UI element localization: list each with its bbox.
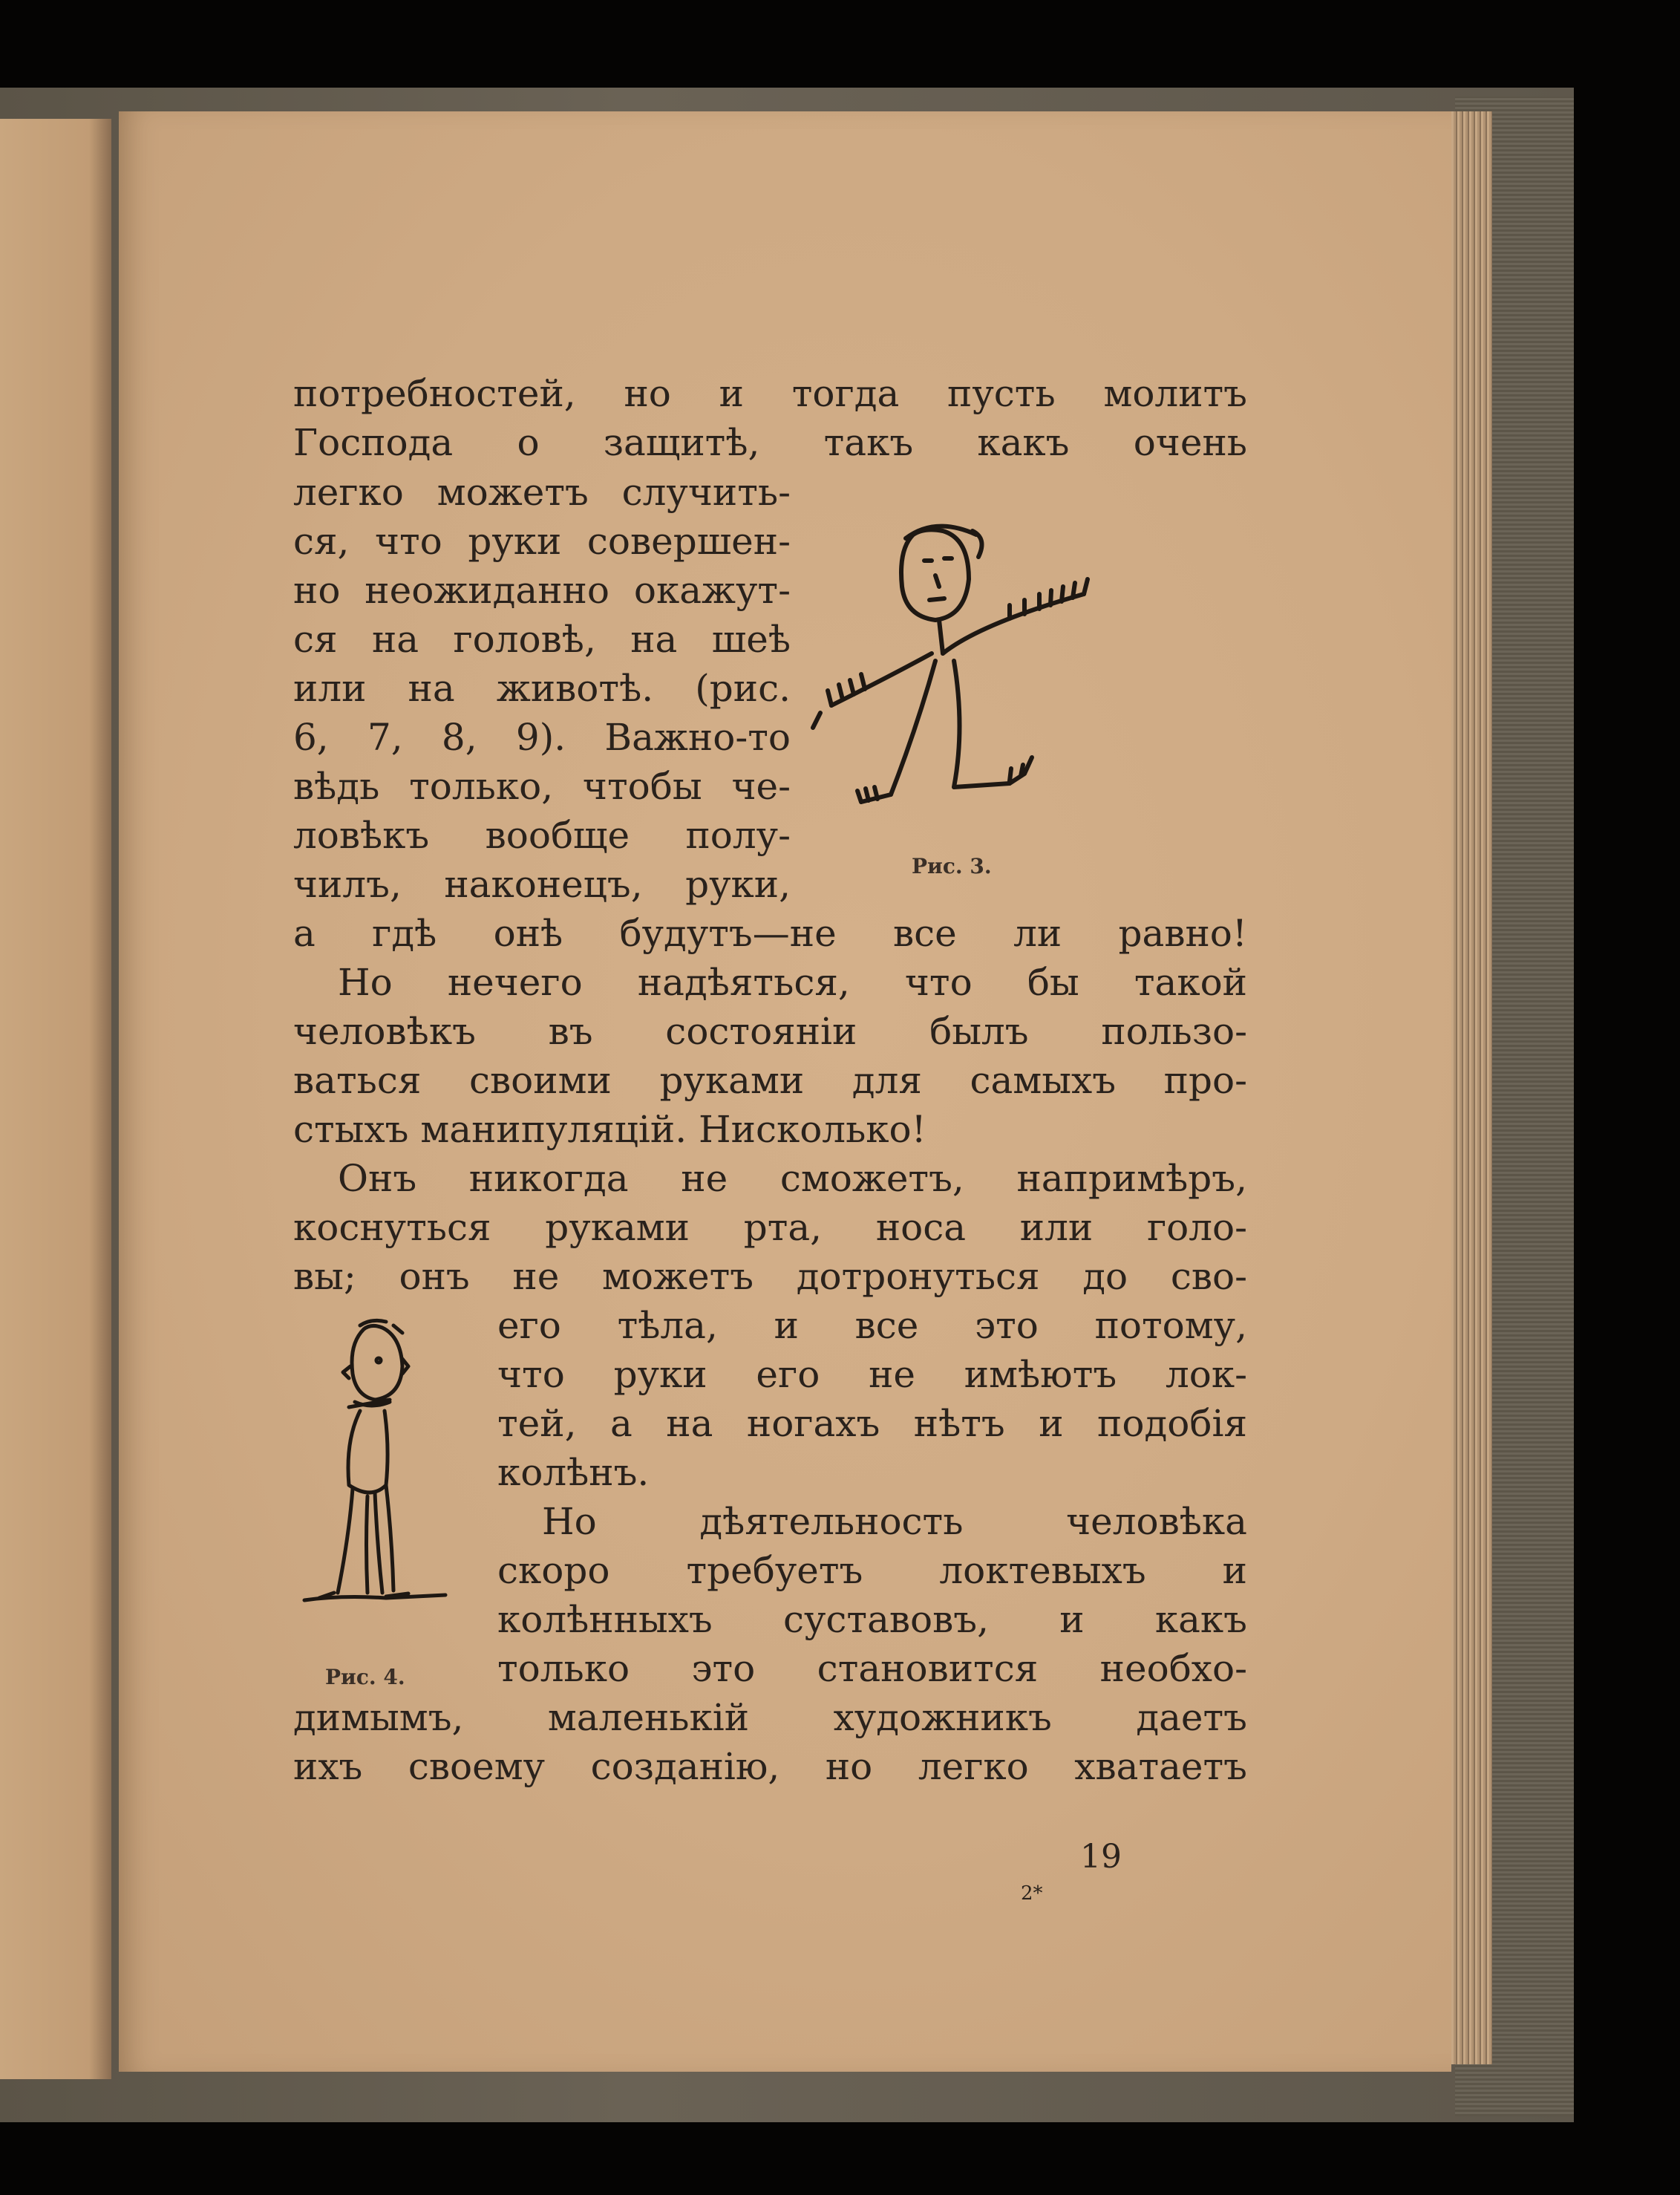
text-line: ихъ своему созданію, но легко хватаетъ — [293, 1745, 1247, 1788]
figure-4-caption: Рис. 4. — [325, 1665, 405, 1689]
book-page — [119, 111, 1451, 2072]
text-line: димымъ, маленькій художникъ даетъ — [293, 1696, 1247, 1739]
text-line: ся на головѣ, на шеѣ — [293, 618, 791, 661]
text-line: Господа о защитѣ, такъ какъ очень — [293, 421, 1247, 464]
figure-3-caption: Рис. 3. — [912, 854, 992, 878]
page-block-edges — [1448, 111, 1492, 2064]
text-line: 6, 7, 8, 9). Важно-то — [293, 716, 791, 759]
text-line: чилъ, наконецъ, руки, — [293, 863, 791, 906]
text-line: вы; онъ не можетъ дотронуться до сво- — [293, 1255, 1247, 1298]
text-line: ловѣкъ вообще полу- — [293, 814, 791, 857]
text-line: коснуться руками рта, носа или голо- — [293, 1206, 1247, 1249]
text-line: колѣнъ. — [497, 1451, 650, 1494]
text-line: или на животѣ. (рис. — [293, 667, 791, 710]
text-line: скоро требуетъ локтевыхъ и — [497, 1549, 1247, 1592]
page-number: 19 — [1080, 1838, 1122, 1876]
text-line: потребностей, но и тогда пусть молитъ — [293, 372, 1247, 415]
text-line: ся, что руки совершен- — [293, 520, 791, 563]
figure-3-drawing — [787, 505, 1173, 817]
text-line: легко можетъ случить- — [293, 471, 791, 514]
text-line: вѣдь только, чтобы че- — [293, 765, 791, 808]
left-page-edge — [0, 119, 111, 2079]
figure-4-drawing — [297, 1314, 490, 1641]
text-line: только это становится необхо- — [497, 1647, 1247, 1690]
text-line: его тѣла, и все это потому, — [497, 1304, 1247, 1347]
text-line: Но дѣятельность человѣка — [542, 1500, 1247, 1543]
text-line: что руки его не имѣютъ лок- — [497, 1353, 1247, 1396]
text-line: стыхъ манипуляцій. Нисколько! — [293, 1108, 926, 1151]
text-line: колѣнныхъ суставовъ, и какъ — [497, 1598, 1247, 1641]
text-line: тей, а на ногахъ нѣтъ и подобія — [497, 1402, 1247, 1445]
text-line: Онъ никогда не сможетъ, напримѣръ, — [338, 1157, 1247, 1200]
text-line: ваться своими руками для самыхъ про- — [293, 1059, 1247, 1102]
text-line: но неожиданно окажут- — [293, 569, 791, 612]
signature-mark: 2* — [1021, 1882, 1043, 1905]
text-line: Но нечего надѣяться, что бы такой — [338, 961, 1247, 1004]
text-line: а гдѣ онѣ будутъ—не все ли равно! — [293, 912, 1247, 955]
text-line: человѣкъ въ состояніи былъ пользо- — [293, 1010, 1247, 1053]
